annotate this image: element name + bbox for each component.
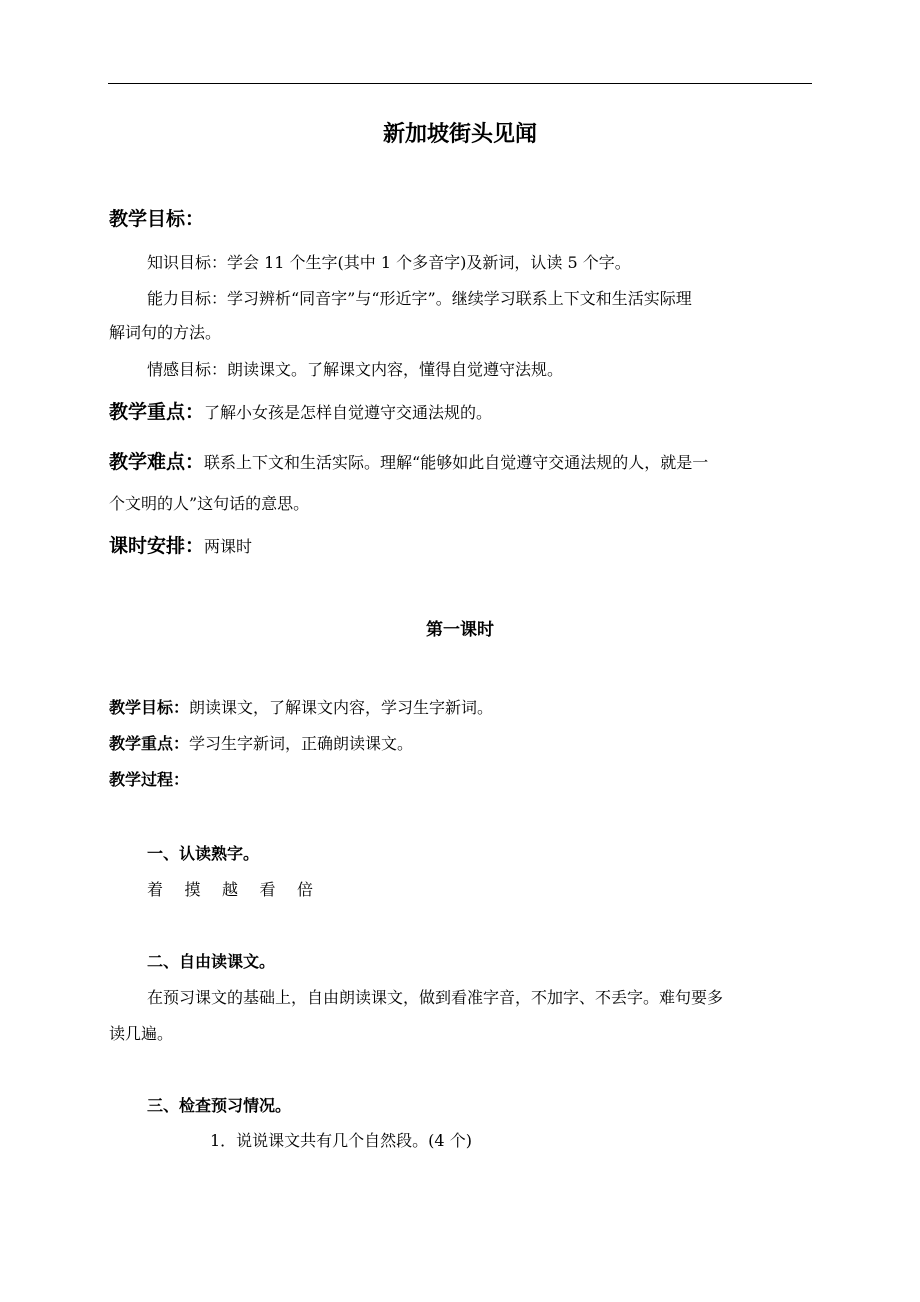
- character-item: 倍: [297, 880, 314, 899]
- lesson1-key-text: 学习生字新词，正确朗读课文。: [189, 734, 414, 753]
- character-item: 越: [222, 880, 239, 899]
- step3-item1: 1．说说课文共有几个自然段。(4 个): [210, 1131, 472, 1150]
- lesson1-process-label: 教学过程：: [109, 770, 190, 789]
- lesson1-heading: 第一课时: [426, 620, 494, 640]
- schedule-text: 两课时: [204, 537, 253, 556]
- lesson1-objective-text: 朗读课文，了解课文内容，学习生字新词。: [189, 698, 494, 717]
- schedule-label: 课时安排：: [109, 535, 205, 557]
- step1-characters: [147, 882, 335, 898]
- step2-text-line2: 读几遍。: [109, 1024, 174, 1043]
- difficulty-text-line1: 联系上下文和生活实际。理解“能够如此自觉遵守交通法规的人，就是一: [204, 453, 709, 472]
- header-rule: [108, 83, 812, 84]
- step1-heading: 一、认读熟字。: [147, 844, 260, 863]
- step3-heading: 三、检查预习情况。: [147, 1096, 292, 1115]
- difficulty: [109, 453, 708, 472]
- character-item: 摸: [184, 880, 201, 899]
- character-item: 看: [259, 880, 276, 899]
- key-point-label: 教学重点：: [109, 401, 205, 423]
- lesson1-objective: [109, 700, 493, 716]
- schedule: [109, 537, 252, 556]
- objective-ability-line2: 解词句的方法。: [109, 323, 222, 342]
- step2-text-line1: 在预习课文的基础上，自由朗读课文，做到看准字音，不加字、不丢字。难句要多: [147, 988, 724, 1007]
- character-item: 着: [147, 880, 164, 899]
- lesson1-key: [109, 736, 413, 752]
- document-title: 新加坡街头见闻: [382, 122, 537, 147]
- objective-ability-line1: 能力目标：学习辨析“同音字”与“形近字”。继续学习联系上下文和生活实际理: [147, 289, 692, 308]
- step2-heading: 二、自由读课文。: [147, 952, 276, 971]
- lesson1-key-label: 教学重点：: [109, 734, 190, 753]
- lesson1-objective-label: 教学目标：: [109, 698, 190, 717]
- objective-emotion: 情感目标：朗读课文。了解课文内容，懂得自觉遵守法规。: [147, 360, 564, 379]
- key-point-text: 了解小女孩是怎样自觉遵守交通法规的。: [204, 403, 493, 422]
- key-point: [109, 403, 492, 422]
- difficulty-text-line2: 个文明的人”这句话的意思。: [109, 494, 310, 513]
- objectives-heading: 教学目标：: [109, 208, 205, 230]
- difficulty-label: 教学难点：: [109, 451, 205, 473]
- objective-knowledge: 知识目标：学会 11 个生字(其中 1 个多音字)及新词，认读 5 个字。: [147, 253, 631, 272]
